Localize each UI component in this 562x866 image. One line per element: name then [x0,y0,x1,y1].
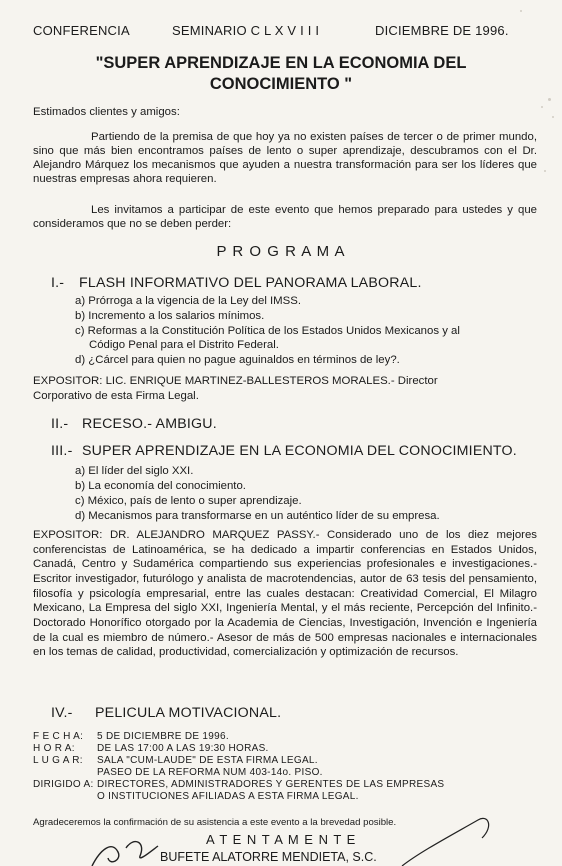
section-3-item: a) El líder del siglo XXI. [75,465,194,477]
expositor-1-line-1: EXPOSITOR: LIC. ENRIQUE MARTINEZ-BALLESTEROS MORALES.- Director [33,375,438,387]
lugar-value-2: PASEO DE LA REFORMA NUM 403-14o. PISO. [97,767,323,778]
programa-heading: P R O G R A M A [216,243,346,260]
greeting: Estimados clientes y amigos: [33,106,180,118]
title-line-2: CONOCIMIENTO " [209,75,353,93]
section-3-title: SUPER APRENDIZAJE EN LA ECONOMIA DEL CONOCIMIENTO. [82,443,517,459]
fecha-label: F E C H A: [33,731,84,742]
hora-value: DE LAS 17:00 A LAS 19:30 HORAS. [97,743,269,754]
lugar-label: L U G A R: [33,755,83,766]
section-4-number: IV.- [51,705,73,721]
fecha-value: 5 DE DICIEMBRE DE 1996. [97,731,229,742]
header-date: DICIEMBRE DE 1996. [375,23,509,38]
dirigido-value-1: DIRECTORES, ADMINISTRADORES Y GERENTES DE LAS EMPRESAS [97,779,445,790]
confirmation-note: Agradeceremos la confirmación de su asistencia a este evento a la brevedad posible. [33,817,397,828]
section-1-item: b) Incremento a los salarios mínimos. [75,310,265,322]
dirigido-value-2: O INSTITUCIONES AFILIADAS A ESTA FIRMA LEGAL. [97,791,359,802]
dirigido-label: DIRIGIDO A: [33,779,94,790]
lugar-value-1: SALA "CUM-LAUDE" DE ESTA FIRMA LEGAL. [97,755,318,766]
section-3-item: d) Mecanismos para transformarse en un auténtico líder de su empresa. [75,510,440,522]
expositor-2-paragraph: EXPOSITOR: DR. ALEJANDRO MARQUEZ PASSY.- Considerado uno de los diez mejores conferencistas de Latinoamérica, se ha dedicado a impartir conferencias en Estados Unidos, Canadá, Centro y Sudamérica compartiendo sus experiencias profesionales e investigaciones.- Escritor investigador, futurólogo y analista de macrotendencias, autor de 63 tesis del pensamiento, filosofía y psicología empresarial, entre las cuales destacan: Creatividad Comercial, El Milagro Mexicano, La Empresa del siglo XXI, Ingeniería Mental, y el más reciente, Percepción del Infinito.- Doctorado Honorífico otorgado por la Academia de Ciencias, Investigación, Invención e Ingeniería de la cual es miembro de número.- Asesor de más de 500 empresas nacionales e internacionales en los temas de calidad, productividad, comercialización y optimización de recursos. [33,529,537,659]
section-1-number: I.- [51,275,65,291]
section-1-item: a) Prórroga a la vigencia de la Ley del IMSS. [75,295,302,307]
section-1-item: Código Penal para el Distrito Federal. [89,339,279,351]
header-conference: CONFERENCIA [33,23,130,38]
section-1-title: FLASH INFORMATIVO DEL PANORAMA LABORAL. [79,275,422,291]
title-line-1: "SUPER APRENDIZAJE EN LA ECONOMIA DEL [95,54,467,72]
section-3-item: c) México, país de lento o super aprendizaje. [75,495,302,507]
section-3-item: b) La economía del conocimiento. [75,480,246,492]
section-2-number: II.- [51,416,69,432]
section-4-title: PELICULA MOTIVACIONAL. [95,705,282,721]
section-1-item: d) ¿Cárcel para quien no pague aguinaldos en términos de ley?. [75,354,400,366]
header-seminar: SEMINARIO C L X V I I I [172,23,320,38]
intro-paragraph: Partiendo de la premisa de que hoy ya no existen países de tercer o de primer mundo, sino que más bien encontramos países de lento o super aprendizaje, descubramos con el Dr. Alejandro Márquez los mecanismos que ayuden a nuestra transformación para ser los líderes que nuestras empresas ahora requieren. [33,131,537,185]
hora-label: H O R A: [33,743,75,754]
section-2-title: RECESO.- AMBIGU. [82,416,217,432]
firm-name: BUFETE ALATORRE MENDIETA, S.C. [160,850,377,864]
closing-atentamente: A T E N T A M E N T E [206,832,357,847]
section-3-number: III.- [51,443,73,459]
section-1-item: c) Reformas a la Constitución Política de los Estados Unidos Mexicanos y al [75,325,460,337]
invite-paragraph: Les invitamos a participar de este evento que hemos preparado para ustedes y que consideramos que no se deben perder: [33,204,537,230]
expositor-1-line-2: Corporativo de esta Firma Legal. [33,390,199,402]
